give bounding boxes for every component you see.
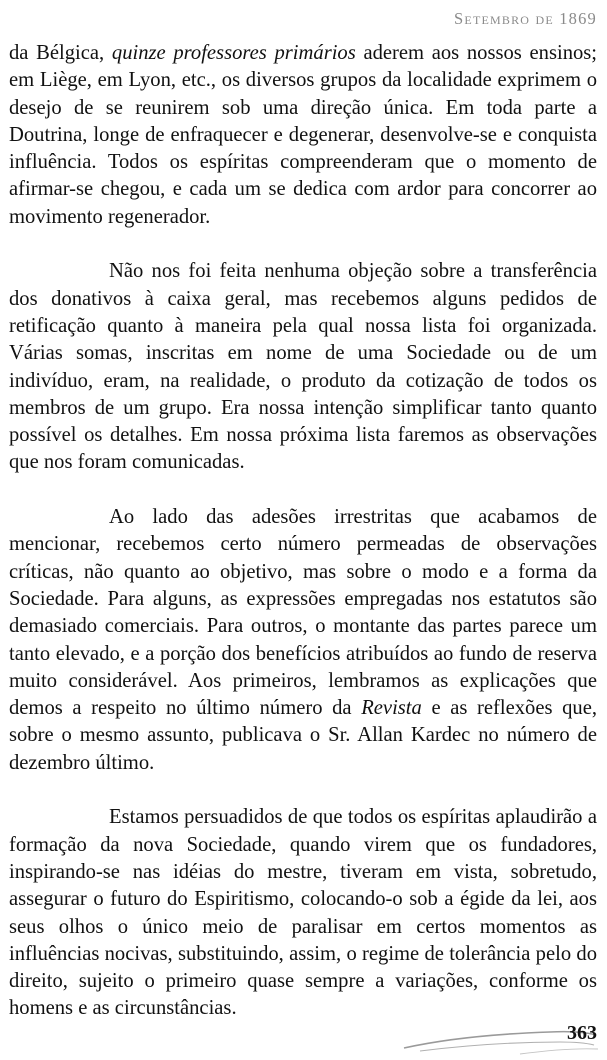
text-run: Não nos foi feita nenhuma objeção sobre a transferência dos donativos à caixa geral, mas recebemos alguns pedidos de retificação quanto à maneira pela qual nossa lista foi organizada. Várias somas, inscritas em nome de uma Sociedade ou de um indivíduo, eram, na realidade, o produto da cotização de todos os membros de um grupo. Era nossa intenção simplificar tanto quanto possível os detalhes. Em nossa próxima lista faremos as observações que nos foram comunicadas. <box>9 260 597 474</box>
text-run: Estamos persuadidos de que todos os espíritas aplaudirão a formação da nova Sociedade, quando virem que os fundadores, inspirando-se nas idéias do mestre, tiveram em vista, sobretudo, assegurar o futuro do Espiritismo, colocando-o sob a égide da lei, aos seus olhos o único meio de paralisar em certos momentos as influências nocivas, substituindo, assim, o regime de tolerância pelo do direito, sujeito o primeiro quase sempre a variações, conforme os homens e as circunstâncias. <box>9 806 597 1020</box>
text-run: aderem aos nossos ensinos; em Liège, em Lyon, etc., os diversos grupos da localidade exprimem o desejo de se reunirem sob uma direção única. Em toda parte a Doutrina, longe de enfraquecer e degenerar, desenvolve-se e conquista influência. Todos os espíritas compreenderam que o momento de afirmar-se chegou, e cada um se dedica com ardor para concorrer ao movimento regenerador. <box>9 42 598 228</box>
text-run-italic: Revista <box>361 697 422 720</box>
text-run: da Bélgica, <box>9 42 112 64</box>
running-header: Setembro de 1869 <box>454 9 597 28</box>
paragraph <box>9 504 597 777</box>
text-run-italic: quinze professores primários <box>111 42 356 64</box>
text-run: Ao lado das adesões irrestritas que acabamos de mencionar, recebemos certo número permeadas de observações críticas, não quanto ao objetivo, mas sobre o modo e a forma da Sociedade. Para alguns, as expressões empregadas nos estatutos são demasiado comerciais. Para outros, o montante das partes parece um tanto elevado, e a porção dos benefícios atribuídos ao fundo de reserva muito considerável. Aos primeiros, lembramos as explicações que demos a respeito no último número da <box>9 506 597 720</box>
page-number: 363 <box>567 1022 597 1044</box>
paragraph <box>9 258 597 476</box>
paragraph <box>9 804 597 1022</box>
text-run: e as reflexões que, sobre o mesmo assunto, publicava o Sr. Allan Kardec no número de dezembro último. <box>9 697 597 774</box>
body-text <box>9 40 597 1023</box>
paragraph <box>9 40 597 231</box>
